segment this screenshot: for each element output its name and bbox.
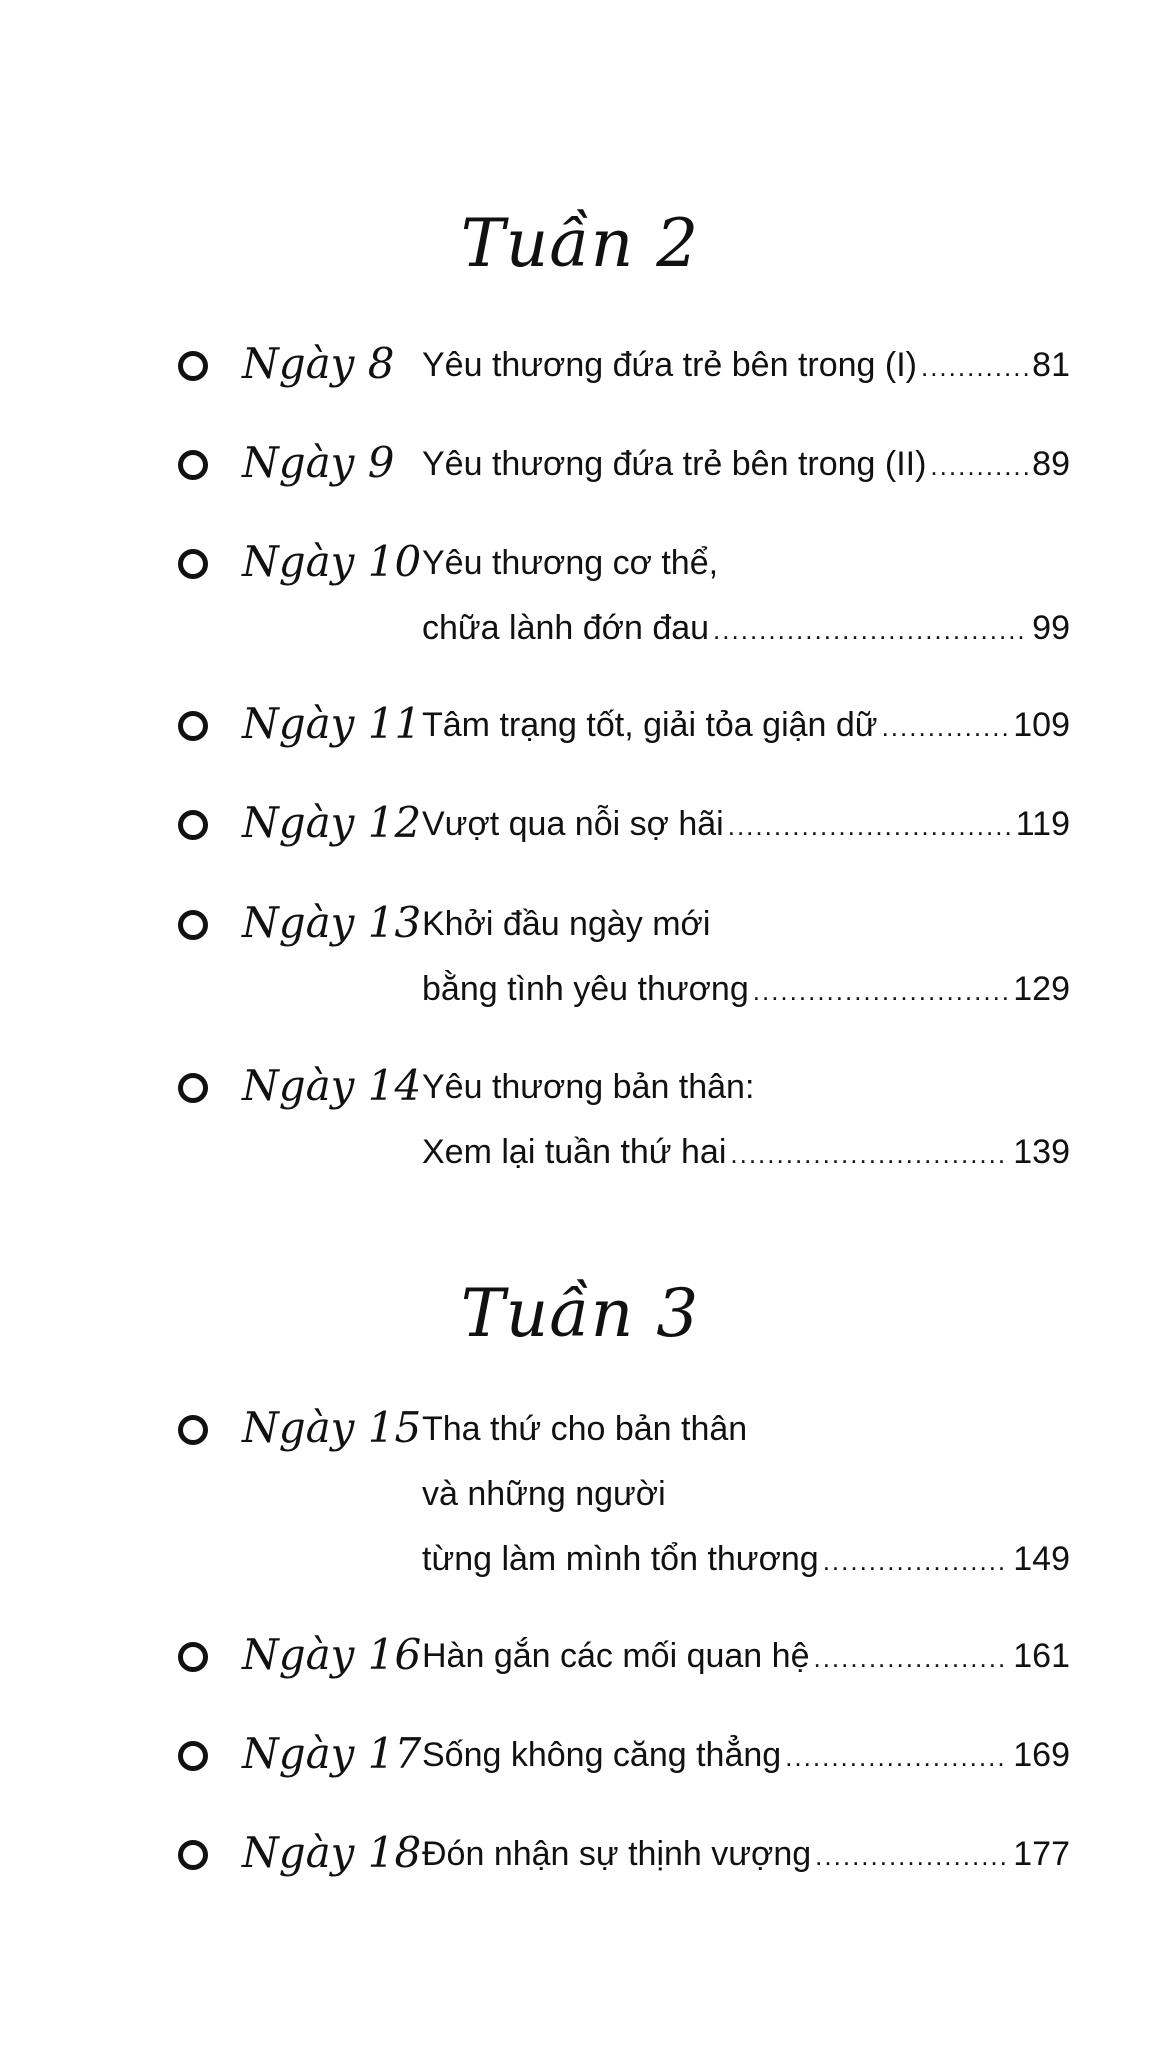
entry-line	[422, 1135, 1070, 1169]
entry-line	[422, 972, 1070, 1006]
dot-leader	[882, 714, 1010, 740]
dot-leader	[753, 978, 1010, 1004]
day-label: Ngày 14	[242, 1061, 422, 1110]
day-label: Ngày 16	[242, 1630, 422, 1679]
dot-leader	[921, 354, 1028, 380]
day-label: Ngày 17	[242, 1729, 422, 1778]
day-label: Ngày 15	[242, 1403, 422, 1452]
entry-title: Sống không căng thẳng	[422, 1736, 782, 1774]
entry-title: Yêu thương đứa trẻ bên trong (II)	[422, 445, 927, 483]
circle-checkbox-icon	[178, 549, 208, 579]
page-number: 109	[1013, 706, 1070, 744]
circle-checkbox-icon	[178, 1642, 208, 1672]
entry-line	[422, 1412, 1070, 1446]
dot-leader	[730, 1141, 1009, 1167]
entry-title: Yêu thương bản thân:	[422, 1068, 755, 1106]
circle-checkbox-icon	[178, 810, 208, 840]
entry-line	[422, 348, 1070, 382]
page-number: 169	[1013, 1736, 1070, 1774]
dot-leader	[785, 1744, 1009, 1770]
day-label: Ngày 9	[242, 438, 395, 487]
dot-leader	[930, 453, 1028, 479]
page-number: 161	[1013, 1637, 1070, 1675]
entry-line	[422, 1542, 1070, 1576]
circle-checkbox-icon	[178, 1741, 208, 1771]
entry-title: Vượt qua nỗi sợ hãi	[422, 805, 724, 843]
page-number: 81	[1032, 346, 1070, 384]
entry-title-continued: bằng tình yêu thương	[422, 970, 749, 1008]
entry-title: Tâm trạng tốt, giải tỏa giận dữ	[422, 706, 878, 744]
circle-checkbox-icon	[178, 711, 208, 741]
circle-checkbox-icon	[178, 351, 208, 381]
dot-leader	[813, 1645, 1009, 1671]
entry-title-continued: từng làm mình tổn thương	[422, 1540, 819, 1578]
circle-checkbox-icon	[178, 910, 208, 940]
page-number: 129	[1013, 970, 1070, 1008]
entry-title-continued: Xem lại tuần thứ hai	[422, 1133, 727, 1171]
dot-leader	[713, 617, 1028, 643]
day-label: Ngày 11	[242, 699, 422, 748]
dot-leader	[728, 813, 1012, 839]
entry-line	[422, 1738, 1070, 1772]
entry-line	[422, 546, 1070, 580]
page-number: 177	[1013, 1835, 1070, 1873]
day-label: Ngày 10	[242, 537, 422, 586]
week-3-title: Tuần 3	[460, 1275, 700, 1352]
entry-title: Khởi đầu ngày mới	[422, 905, 711, 943]
entry-title: Tha thứ cho bản thân	[422, 1410, 748, 1448]
entry-title-continued: chữa lành đớn đau	[422, 609, 710, 647]
entry-line	[422, 1837, 1070, 1871]
page-number: 119	[1015, 805, 1070, 843]
entry-line	[422, 807, 1070, 841]
day-label: Ngày 12	[242, 798, 422, 847]
circle-checkbox-icon	[178, 1415, 208, 1445]
entry-title: Hàn gắn các mối quan hệ	[422, 1637, 810, 1675]
day-label: Ngày 8	[242, 339, 395, 388]
entry-line	[422, 447, 1070, 481]
entry-line	[422, 1070, 1070, 1104]
entry-line	[422, 907, 1070, 941]
entry-title: Yêu thương đứa trẻ bên trong (I)	[422, 346, 917, 384]
entry-line	[422, 1477, 1070, 1511]
entry-line	[422, 708, 1070, 742]
day-label: Ngày 18	[242, 1828, 422, 1877]
circle-checkbox-icon	[178, 1840, 208, 1870]
dot-leader	[815, 1843, 1009, 1869]
day-label: Ngày 13	[242, 898, 422, 947]
dot-leader	[823, 1548, 1010, 1574]
entry-title: Yêu thương cơ thể,	[422, 544, 719, 582]
circle-checkbox-icon	[178, 1073, 208, 1103]
page-number: 89	[1032, 445, 1070, 483]
circle-checkbox-icon	[178, 450, 208, 480]
page-number: 149	[1013, 1540, 1070, 1578]
entry-title: Đón nhận sự thịnh vượng	[422, 1835, 812, 1873]
week-2-title: Tuần 2	[460, 205, 700, 282]
entry-title-continued: và những người	[422, 1475, 666, 1513]
entry-line	[422, 611, 1070, 645]
page-number: 99	[1032, 609, 1070, 647]
entry-line	[422, 1639, 1070, 1673]
page-number: 139	[1013, 1133, 1070, 1171]
